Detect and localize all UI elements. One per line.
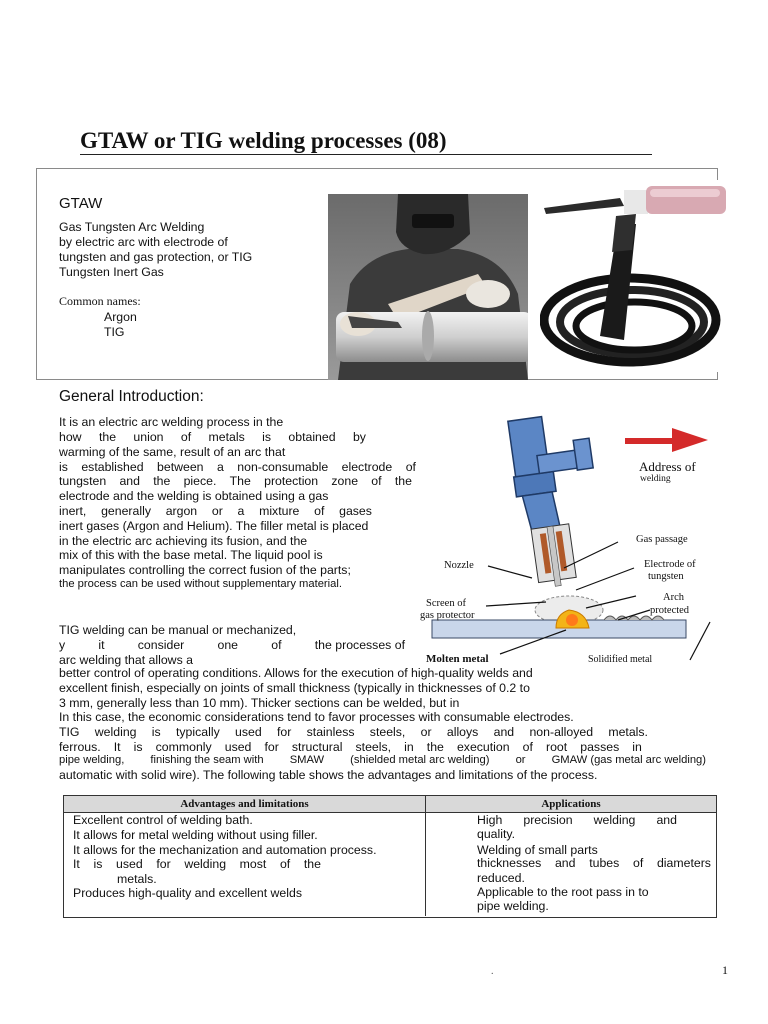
word: obtained <box>288 430 336 444</box>
word: the <box>394 474 412 488</box>
electrode-label-2: tungsten <box>648 571 684 582</box>
word: gases <box>339 504 372 518</box>
electrode-label: Electrode of <box>644 559 696 570</box>
table-cell: Produces high-quality and excellent welds <box>73 886 302 900</box>
word: steels, <box>369 725 406 739</box>
word: used <box>116 857 143 871</box>
intro-line-justified <box>59 460 416 474</box>
word: of <box>279 857 291 871</box>
word: metals <box>208 430 245 444</box>
word: protection <box>264 474 319 488</box>
gtaw-desc-line: Tungsten Inert Gas <box>59 265 164 279</box>
word: typically <box>175 725 220 739</box>
word: for <box>264 740 279 754</box>
word: how <box>59 430 82 444</box>
word: and <box>656 813 677 827</box>
tig-line: 3 mm, generally less than 10 mm). Thicker sections can be welded, but in <box>59 696 460 710</box>
word: of <box>522 740 533 754</box>
table-cell: Applicable to the root pass in to <box>477 885 649 899</box>
common-names-list <box>104 310 137 340</box>
protected-label: protected <box>650 605 690 616</box>
word: finishing the seam with <box>150 754 264 766</box>
word: passes <box>580 740 620 754</box>
word: alloys <box>446 725 479 739</box>
word: used <box>235 725 262 739</box>
word: a <box>237 504 245 518</box>
word: or <box>515 754 526 766</box>
page-number: 1 <box>722 963 728 977</box>
table-cell: It allows for metal welding without using filler. <box>73 828 318 842</box>
word: metals. <box>608 725 648 739</box>
advantages-table <box>63 795 717 918</box>
solidified-metal-label: Solidified metal <box>588 654 653 665</box>
word: and <box>119 474 140 488</box>
gas-passage-label: Gas passage <box>636 534 688 545</box>
screen-label-2: gas protector <box>420 610 475 621</box>
word: steels, <box>355 740 392 754</box>
document-title: GTAW or TIG welding processes (08) <box>80 128 447 153</box>
intro-line: electrode and the welding is obtained using a gas <box>59 489 329 503</box>
word: welding <box>94 725 137 739</box>
intro-line: in the electric arc achieving its fusion, and the <box>59 534 308 548</box>
word: welding <box>593 813 636 827</box>
word: SMAW <box>289 754 325 766</box>
word: High <box>477 813 503 827</box>
word: electrode <box>341 460 393 474</box>
tig-line: automatic with solid wire). The following table shows the advantages and limitations of the process. <box>59 768 598 782</box>
word: the <box>98 430 117 444</box>
word: of <box>271 638 282 652</box>
word: non-alloyed <box>529 725 594 739</box>
word: execution <box>456 740 510 754</box>
footer-mark: . <box>491 966 494 977</box>
word: in <box>632 740 642 754</box>
word: the processes of <box>314 638 405 652</box>
word: used <box>224 740 252 754</box>
word: of <box>371 474 382 488</box>
direction-arrow-icon <box>625 428 708 452</box>
word: the <box>153 474 171 488</box>
word: The <box>229 474 251 488</box>
word: union <box>133 430 164 444</box>
word: commonly <box>155 740 212 754</box>
tig-line-justified <box>59 754 706 766</box>
word: or <box>211 504 223 518</box>
gtaw-desc-line: by electric arc with electrode of <box>59 235 228 249</box>
word: of <box>632 856 644 870</box>
intro-line: warming of the same, result of an arc that <box>59 445 286 459</box>
address-label: Address of <box>639 459 696 474</box>
table-column-divider <box>425 796 426 916</box>
word: is <box>151 725 161 739</box>
word: tubes <box>589 856 620 870</box>
tig-torch-photo <box>540 180 732 372</box>
tig-line-justified <box>59 725 648 739</box>
word: the <box>303 857 321 871</box>
word: consider <box>137 638 185 652</box>
word: is <box>59 460 68 474</box>
intro-line: inert gases (Argon and Helium). The filler metal is placed <box>59 519 369 533</box>
table-cell: metals. <box>117 872 157 886</box>
table-header-advantages: Advantages and limitations <box>64 796 425 813</box>
word: y <box>59 638 66 652</box>
word: precision <box>523 813 573 827</box>
word: inert, <box>59 504 87 518</box>
word: tungsten <box>59 474 107 488</box>
word: stainless <box>306 725 355 739</box>
word: and <box>554 856 576 870</box>
word: root <box>545 740 568 754</box>
gtaw-heading: GTAW <box>59 195 103 212</box>
tig-line: TIG welding can be manual or mechanized, <box>59 623 297 637</box>
word: or <box>420 725 432 739</box>
intro-line-justified <box>59 504 372 518</box>
gtaw-description <box>59 220 252 280</box>
word: of <box>405 460 416 474</box>
word: argon <box>165 504 198 518</box>
word: of <box>180 430 192 444</box>
word: and <box>493 725 515 739</box>
word: pipe welding, <box>59 754 125 766</box>
word: is <box>133 740 143 754</box>
word: thicknesses <box>477 856 542 870</box>
table-cell: pipe welding. <box>477 899 549 913</box>
word: a <box>216 460 224 474</box>
intro-line: mix of this with the base metal. The liquid pool is <box>59 548 323 562</box>
word: non-consumable <box>237 460 329 474</box>
word: welding <box>184 857 227 871</box>
tig-line: better control of operating conditions. Allows for the execution of high-quality welds and <box>59 666 533 680</box>
word: TIG <box>59 725 80 739</box>
word: structural <box>291 740 343 754</box>
word: established <box>81 460 144 474</box>
table-cell: reduced. <box>477 871 525 885</box>
gtaw-desc-line: tungsten and gas protection, or TIG <box>59 250 253 264</box>
nozzle-label: Nozzle <box>444 560 474 571</box>
word: between <box>157 460 204 474</box>
intro-line-justified <box>59 474 412 488</box>
common-names-label: Common names: <box>59 294 141 308</box>
word: in <box>404 740 414 754</box>
welder-photo <box>328 194 528 380</box>
table-cell-justified <box>477 813 677 827</box>
word: for <box>277 725 292 739</box>
tig-welding-diagram <box>414 414 726 668</box>
word: it <box>98 638 105 652</box>
intro-line-justified <box>59 430 366 444</box>
table-cell: It allows for the mechanization and automation process. <box>73 843 377 857</box>
gtaw-desc-line: Gas Tungsten Arc Welding <box>59 220 205 234</box>
address-sub-label: welding <box>640 474 671 484</box>
tig-line: arc welding that allows a <box>59 653 193 667</box>
table-cell: Excellent control of welding bath. <box>73 813 253 827</box>
title-underline <box>80 154 652 155</box>
molten-metal-label: Molten metal <box>426 653 489 665</box>
word: GMAW (gas metal arc welding) <box>551 754 706 766</box>
common-name-item: Argon <box>104 310 137 324</box>
word: piece. <box>183 474 217 488</box>
table-header-applications: Applications <box>426 796 716 813</box>
word: generally <box>101 504 151 518</box>
word: the <box>426 740 444 754</box>
word: most <box>239 857 267 871</box>
word: one <box>217 638 239 652</box>
word: is <box>93 857 103 871</box>
arch-label: Arch <box>663 592 684 603</box>
word: diameters <box>656 856 711 870</box>
intro-heading: General Introduction: <box>59 388 204 405</box>
intro-line: It is an electric arc welding process in the <box>59 415 284 429</box>
word: by <box>352 430 366 444</box>
word: of <box>314 504 325 518</box>
table-cell-justified <box>477 856 711 870</box>
table-cell-justified <box>73 857 321 871</box>
word: zone <box>331 474 359 488</box>
table-cell: quality. <box>477 827 516 841</box>
common-name-item: TIG <box>104 325 125 339</box>
word: It <box>113 740 121 754</box>
tig-line: excellent finish, especially on joints of small thickness (typically in thicknesses of 0.2 to <box>59 681 530 695</box>
word: ferrous. <box>59 740 101 754</box>
tig-line-justified <box>59 740 642 754</box>
tig-line-justified <box>59 638 405 652</box>
screen-label: Screen of <box>426 598 466 609</box>
word: (shielded metal arc welding) <box>350 754 490 766</box>
intro-line: the process can be used without supplementary material. <box>59 578 342 590</box>
intro-line: manipulates controlling the correct fusion of the parts; <box>59 563 351 577</box>
table-cell: Welding of small parts <box>477 843 598 857</box>
tig-line: In this case, the economic considerations tend to favor processes with consumable electrodes. <box>59 710 574 724</box>
word: It <box>73 857 80 871</box>
word: is <box>262 430 272 444</box>
word: mixture <box>259 504 300 518</box>
word: for <box>156 857 171 871</box>
